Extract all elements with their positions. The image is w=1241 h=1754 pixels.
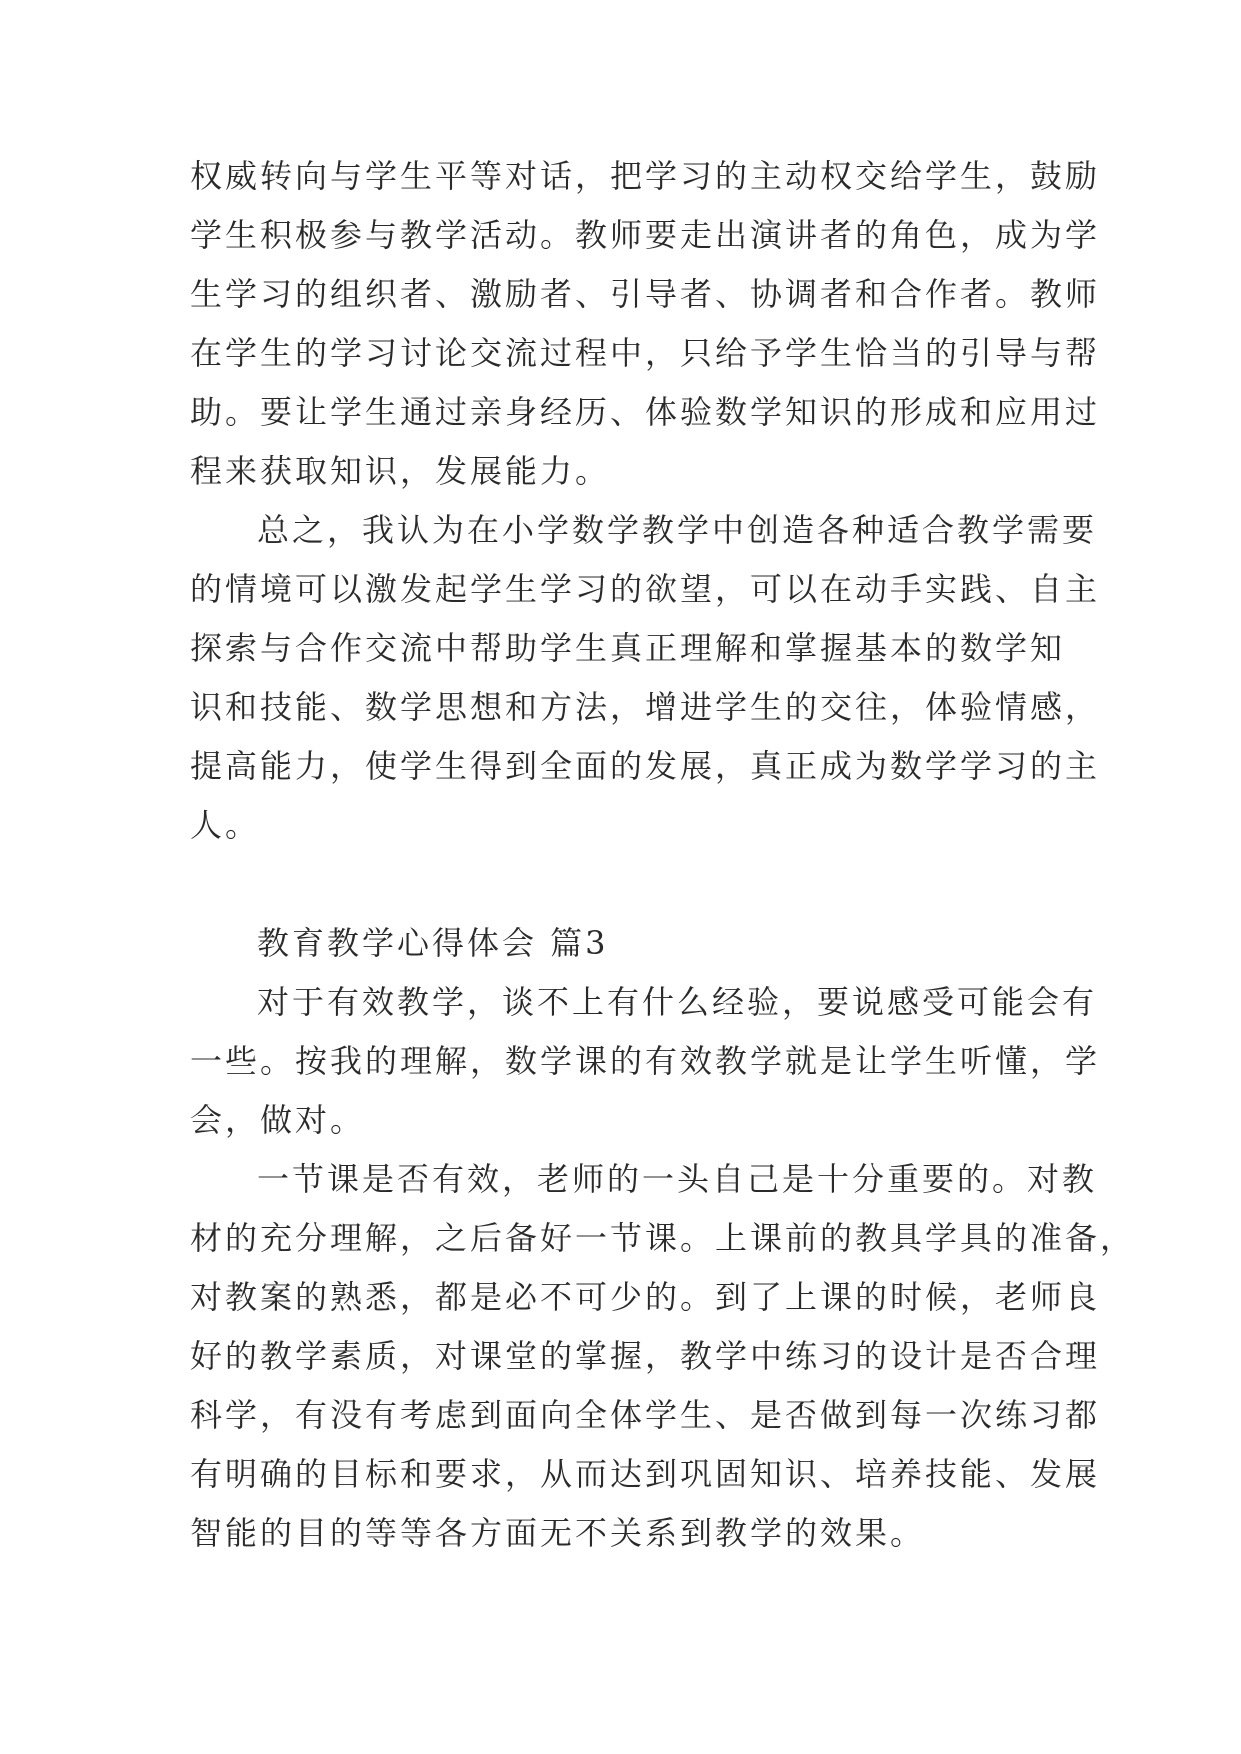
paragraph-line: 一节课是否有效，老师的一头自己是十分重要的。对教 — [257, 1160, 1098, 1198]
paragraph-line: 学生积极参与教学活动。教师要走出演讲者的角色，成为学 — [190, 216, 1101, 254]
paragraph-line: 一些。按我的理解，数学课的有效教学就是让学生听懂，学 — [190, 1042, 1101, 1080]
paragraph-line: 有明确的目标和要求，从而达到巩固知识、培养技能、发展 — [190, 1455, 1101, 1493]
paragraph-line: 科学，有没有考虑到面向全体学生、是否做到每一次练习都 — [190, 1396, 1101, 1434]
paragraph-line: 探索与合作交流中帮助学生真正理解和掌握基本的数学知 — [190, 629, 1066, 667]
paragraph-1 — [190, 147, 1101, 501]
paragraph-line: 人。 — [190, 806, 261, 844]
paragraph-line: 好的教学素质，对课堂的掌握，教学中练习的设计是否合理 — [190, 1337, 1101, 1375]
section-heading-block — [190, 914, 1060, 973]
section-heading: 教育教学心得体会 篇3 — [257, 924, 609, 962]
paragraph-4 — [190, 1150, 1136, 1563]
paragraph-line: 会，做对。 — [190, 1101, 366, 1139]
paragraph-3 — [190, 973, 1101, 1150]
paragraph-line: 的情境可以激发起学生学习的欲望，可以在动手实践、自主 — [190, 570, 1101, 608]
paragraph-line: 在学生的学习讨论交流过程中，只给予学生恰当的引导与帮 — [190, 334, 1101, 372]
paragraph-line: 提高能力，使学生得到全面的发展，真正成为数学学习的主 — [190, 747, 1101, 785]
paragraph-line: 对于有效教学，谈不上有什么经验，要说感受可能会有 — [257, 983, 1098, 1021]
paragraph-line: 总之，我认为在小学数学教学中创造各种适合教学需要 — [257, 511, 1098, 549]
paragraph-line: 助。要让学生通过亲身经历、体验数学知识的形成和应用过 — [190, 393, 1101, 431]
paragraph-line: 权威转向与学生平等对话，把学习的主动权交给学生，鼓励 — [190, 157, 1101, 195]
paragraph-line: 对教案的熟悉，都是必不可少的。到了上课的时候，老师良 — [190, 1278, 1101, 1316]
paragraph-line: 识和技能、数学思想和方法，增进学生的交往，体验情感， — [190, 688, 1101, 726]
paragraph-line: 材的充分理解，之后备好一节课。上课前的教具学具的准备， — [190, 1219, 1136, 1257]
paragraph-line: 智能的目的等等各方面无不关系到教学的效果。 — [190, 1514, 926, 1552]
paragraph-line: 程来获取知识，发展能力。 — [190, 452, 611, 490]
paragraph-line: 生学习的组织者、激励者、引导者、协调者和合作者。教师 — [190, 275, 1101, 313]
paragraph-2 — [190, 501, 1101, 855]
